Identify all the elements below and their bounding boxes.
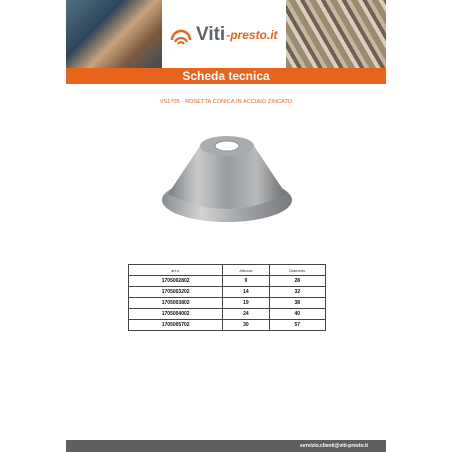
diameter-cell: 32 [269, 287, 325, 298]
column-header: art.n. [129, 265, 223, 276]
column-header: Altezza [223, 265, 269, 276]
article-code: 1705003802 [129, 298, 223, 309]
diameter-cell: 40 [269, 309, 325, 320]
brand-domain: -presto.it [226, 28, 278, 42]
product-title: VS1705 - ROSETTA CONICA IN ACCIAIO ZINCATO [159, 99, 293, 105]
brand-name: Viti [196, 24, 226, 45]
height-cell: 24 [223, 309, 269, 320]
footer-bar [66, 440, 386, 452]
diameter-cell: 28 [269, 276, 325, 287]
support-email-link[interactable]: servizio.clienti@viti-presto.it [300, 443, 368, 449]
logo-arcs-icon [170, 24, 192, 46]
table-row [129, 298, 326, 309]
article-code: 1705005702 [129, 320, 223, 331]
conical-washer-image [160, 120, 294, 226]
page-title: Scheda tecnica [66, 68, 386, 84]
height-cell: 9 [223, 276, 269, 287]
article-code: 1705003202 [129, 287, 223, 298]
table-header-row [129, 265, 326, 276]
screws-photo [286, 0, 386, 68]
diameter-cell: 57 [269, 320, 325, 331]
height-cell: 14 [223, 287, 269, 298]
table-row [129, 287, 326, 298]
article-code: 1705004002 [129, 309, 223, 320]
height-cell: 30 [223, 320, 269, 331]
spec-table [128, 264, 326, 331]
column-header: Diametro [269, 265, 325, 276]
diameter-cell: 38 [269, 298, 325, 309]
article-code: 1705002802 [129, 276, 223, 287]
header-banner [66, 0, 386, 68]
table-row [129, 276, 326, 287]
brand-logo [170, 20, 278, 50]
table-row [129, 320, 326, 331]
workbench-photo [66, 0, 162, 68]
datasheet-page [66, 0, 386, 452]
table-row [129, 309, 326, 320]
height-cell: 19 [223, 298, 269, 309]
